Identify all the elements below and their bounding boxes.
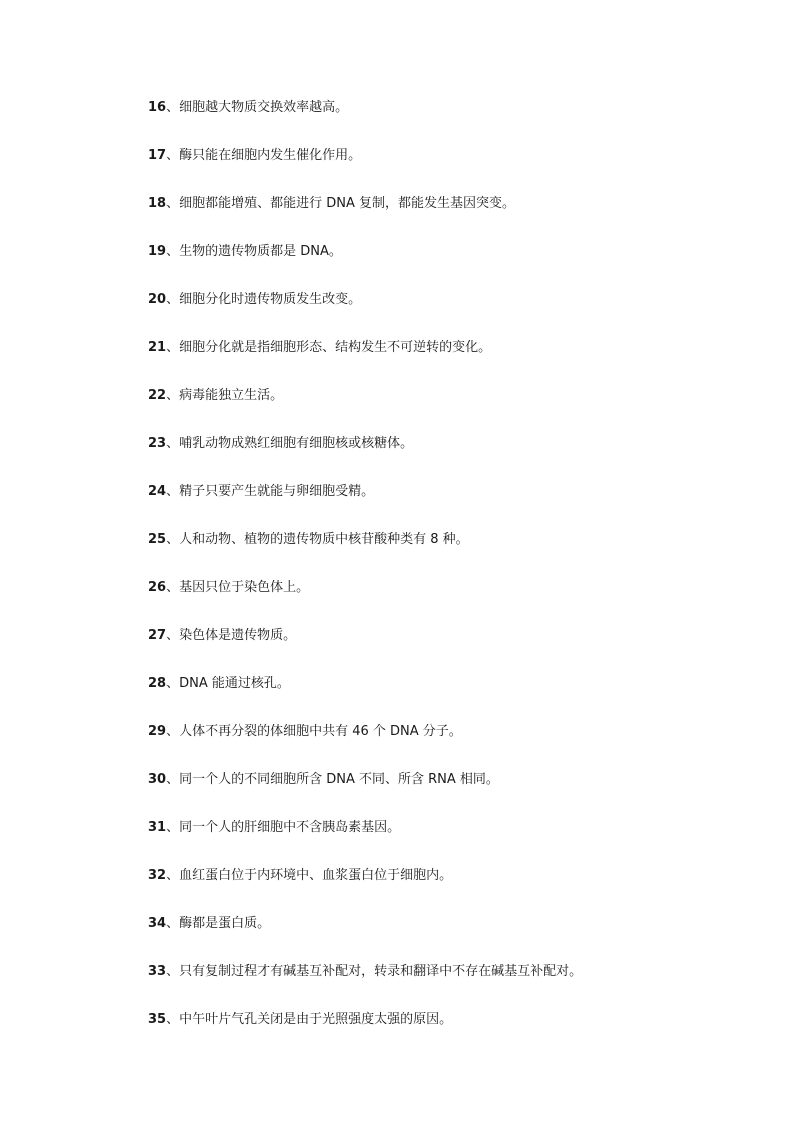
item-number: 35 xyxy=(148,1012,167,1027)
list-item xyxy=(148,528,768,576)
list-item xyxy=(148,960,768,1008)
item-number: 18 xyxy=(148,196,167,211)
item-number: 33 xyxy=(148,964,167,979)
item-text: 、中午叶片气孔关闭是由于光照强度太强的原因。 xyxy=(166,1012,453,1027)
list-item xyxy=(148,384,768,432)
list-item xyxy=(148,288,768,336)
item-text: 、人体不再分裂的体细胞中共有 46 个 DNA 分子。 xyxy=(166,724,462,739)
item-text: 、生物的遗传物质都是 DNA。 xyxy=(166,244,342,259)
list-item xyxy=(148,576,768,624)
item-number: 22 xyxy=(148,388,167,403)
item-number: 28 xyxy=(148,676,167,691)
item-number: 32 xyxy=(148,868,167,883)
list-item xyxy=(148,192,768,240)
item-number: 24 xyxy=(148,484,167,499)
item-number: 25 xyxy=(148,532,167,547)
list-item xyxy=(148,144,768,192)
list-item xyxy=(148,624,768,672)
item-text: 、人和动物、植物的遗传物质中核苷酸种类有 8 种。 xyxy=(166,532,469,547)
item-number: 31 xyxy=(148,820,167,835)
item-number: 16 xyxy=(148,100,167,115)
list-item xyxy=(148,864,768,912)
list-item xyxy=(148,672,768,720)
item-number: 20 xyxy=(148,292,167,307)
item-number: 29 xyxy=(148,724,167,739)
item-number: 21 xyxy=(148,340,167,355)
item-number: 17 xyxy=(148,148,167,163)
item-text: 、同一个人的不同细胞所含 DNA 不同、所含 RNA 相同。 xyxy=(166,772,499,787)
list-item xyxy=(148,720,768,768)
item-text: 、同一个人的肝细胞中不含胰岛素基因。 xyxy=(166,820,401,835)
item-text: 、细胞分化就是指细胞形态、结构发生不可逆转的变化。 xyxy=(166,340,492,355)
item-text: 、酶都是蛋白质。 xyxy=(166,916,271,931)
list-item xyxy=(148,768,768,816)
item-text: 、基因只位于染色体上。 xyxy=(166,580,310,595)
list-item xyxy=(148,480,768,528)
item-text: 、精子只要产生就能与卵细胞受精。 xyxy=(166,484,375,499)
item-number: 30 xyxy=(148,772,167,787)
item-text: 、细胞都能增殖、都能进行 DNA 复制，都能发生基因突变。 xyxy=(166,196,515,211)
list-item xyxy=(148,432,768,480)
item-text: 、病毒能独立生活。 xyxy=(166,388,284,403)
item-text: 、血红蛋白位于内环境中、血浆蛋白位于细胞内。 xyxy=(166,868,453,883)
item-text: 、细胞越大物质交换效率越高。 xyxy=(166,100,349,115)
list-item xyxy=(148,912,768,960)
list-item xyxy=(148,96,768,144)
list-item xyxy=(148,816,768,864)
list-item xyxy=(148,240,768,288)
item-text: 、哺乳动物成熟红细胞有细胞核或核糖体。 xyxy=(166,436,414,451)
list-item xyxy=(148,336,768,384)
item-number: 27 xyxy=(148,628,167,643)
item-text: 、DNA 能通过核孔。 xyxy=(166,676,290,691)
item-number: 34 xyxy=(148,916,167,931)
item-text: 、酶只能在细胞内发生催化作用。 xyxy=(166,148,362,163)
item-number: 19 xyxy=(148,244,167,259)
item-text: 、只有复制过程才有碱基互补配对，转录和翻译中不存在碱基互补配对。 xyxy=(166,964,583,979)
item-number: 26 xyxy=(148,580,167,595)
item-text: 、染色体是遗传物质。 xyxy=(166,628,297,643)
item-text: 、细胞分化时遗传物质发生改变。 xyxy=(166,292,362,307)
statement-list xyxy=(148,96,768,1056)
list-item xyxy=(148,1008,768,1056)
item-number: 23 xyxy=(148,436,167,451)
